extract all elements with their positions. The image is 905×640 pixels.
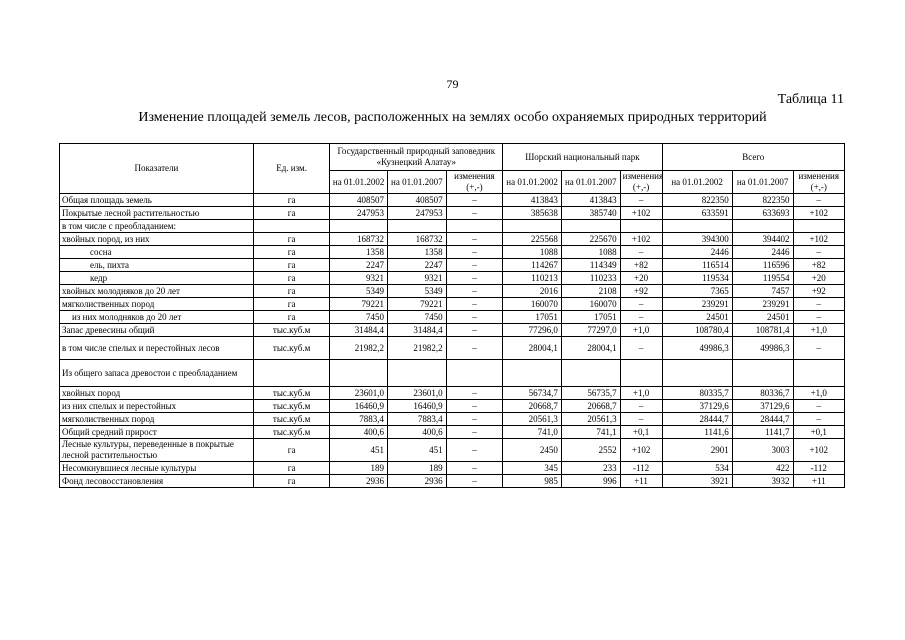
header-date-2002: на 01.01.2002 xyxy=(330,171,388,194)
value-cell: 119534 xyxy=(662,272,732,285)
value-cell: 408507 xyxy=(387,194,446,207)
table-row xyxy=(60,324,845,337)
row-label: Покрытые лесной растительностью xyxy=(60,207,254,220)
value-cell: 110213 xyxy=(503,272,562,285)
row-unit: тыс.куб.м xyxy=(253,337,329,360)
change-cell: +82 xyxy=(620,259,662,272)
table-row xyxy=(60,272,845,285)
header-date-2007: на 01.01.2007 xyxy=(732,171,793,194)
row-unit: га xyxy=(253,207,329,220)
header-date-2007: на 01.01.2007 xyxy=(561,171,620,194)
change-cell: – xyxy=(446,207,503,220)
change-cell: – xyxy=(793,298,845,311)
change-cell xyxy=(446,360,503,387)
row-unit: га xyxy=(253,246,329,259)
value-cell: 56735,7 xyxy=(561,387,620,400)
value-cell: 49986,3 xyxy=(662,337,732,360)
change-cell: +102 xyxy=(620,207,662,220)
value-cell: 28004,1 xyxy=(503,337,562,360)
value-cell: 116514 xyxy=(662,259,732,272)
value-cell: 451 xyxy=(387,439,446,462)
value-cell: 400,6 xyxy=(330,426,388,439)
value-cell: 31484,4 xyxy=(330,324,388,337)
value-cell: 5349 xyxy=(387,285,446,298)
value-cell: 1141,7 xyxy=(732,426,793,439)
table-label: Таблица 11 xyxy=(777,92,844,107)
value-cell: 80336,7 xyxy=(732,387,793,400)
value-cell: 28444,7 xyxy=(662,413,732,426)
change-cell xyxy=(793,220,845,233)
change-cell: +102 xyxy=(793,233,845,246)
header-group-total: Всего xyxy=(662,144,844,171)
row-label: сосна xyxy=(60,246,254,259)
header-unit: Ед. изм. xyxy=(253,144,329,194)
table-title: Изменение площадей земель лесов, расположенных на землях особо охраняемых природных территорий xyxy=(138,110,767,125)
table-row xyxy=(60,233,845,246)
change-cell: – xyxy=(446,426,503,439)
row-unit: га xyxy=(253,298,329,311)
value-cell: 21982,2 xyxy=(387,337,446,360)
table-row xyxy=(60,285,845,298)
change-cell: -112 xyxy=(620,462,662,475)
value-cell: 2450 xyxy=(503,439,562,462)
change-cell: – xyxy=(446,233,503,246)
row-label: хвойных молодняков до 20 лет xyxy=(60,285,254,298)
change-cell: +1,0 xyxy=(793,324,845,337)
change-cell: – xyxy=(446,324,503,337)
change-cell: – xyxy=(793,194,845,207)
header-group-reserve: Государственный природный заповедник «Кузнецкий Алатау» xyxy=(330,144,503,171)
table-row xyxy=(60,207,845,220)
table-row xyxy=(60,259,845,272)
change-cell: +20 xyxy=(793,272,845,285)
value-cell: 168732 xyxy=(387,233,446,246)
value-cell: 77297,0 xyxy=(561,324,620,337)
value-cell: 9321 xyxy=(387,272,446,285)
value-cell: 1358 xyxy=(387,246,446,259)
table-row xyxy=(60,462,845,475)
value-cell: 79221 xyxy=(330,298,388,311)
table-row xyxy=(60,298,845,311)
change-cell: – xyxy=(620,311,662,324)
value-cell: 77296,0 xyxy=(503,324,562,337)
row-label: Фонд лесовосстановления xyxy=(60,475,254,488)
row-unit xyxy=(253,360,329,387)
header-change: изменения (+,-) xyxy=(620,171,662,194)
change-cell xyxy=(446,220,503,233)
value-cell: 3932 xyxy=(732,475,793,488)
value-cell: 633693 xyxy=(732,207,793,220)
change-cell: +102 xyxy=(620,233,662,246)
change-cell: +1,0 xyxy=(793,387,845,400)
header-change: изменения (+,-) xyxy=(446,171,503,194)
change-cell: – xyxy=(793,246,845,259)
value-cell: 2936 xyxy=(330,475,388,488)
change-cell: – xyxy=(793,413,845,426)
value-cell: 119554 xyxy=(732,272,793,285)
value-cell: 247953 xyxy=(387,207,446,220)
row-label: Лесные культуры, переведенные в покрытые лесной растительностью xyxy=(60,439,254,462)
value-cell: 160070 xyxy=(503,298,562,311)
value-cell: 114349 xyxy=(561,259,620,272)
value-cell: 247953 xyxy=(330,207,388,220)
change-cell xyxy=(620,220,662,233)
value-cell: 23601,0 xyxy=(387,387,446,400)
change-cell: – xyxy=(620,298,662,311)
value-cell: 394402 xyxy=(732,233,793,246)
table-body xyxy=(60,194,845,488)
value-cell xyxy=(561,220,620,233)
value-cell: 2901 xyxy=(662,439,732,462)
value-cell: 822350 xyxy=(662,194,732,207)
value-cell: 996 xyxy=(561,475,620,488)
value-cell xyxy=(387,220,446,233)
value-cell: 3921 xyxy=(662,475,732,488)
header-date-2002: на 01.01.2002 xyxy=(662,171,732,194)
value-cell: 7450 xyxy=(387,311,446,324)
value-cell: 2552 xyxy=(561,439,620,462)
change-cell: – xyxy=(446,259,503,272)
row-unit: тыс.куб.м xyxy=(253,387,329,400)
change-cell: – xyxy=(446,285,503,298)
change-cell: +102 xyxy=(620,439,662,462)
table-row xyxy=(60,426,845,439)
table-row xyxy=(60,311,845,324)
value-cell: 225670 xyxy=(561,233,620,246)
table-row xyxy=(60,194,845,207)
value-cell: 385638 xyxy=(503,207,562,220)
row-label: хвойных пород xyxy=(60,387,254,400)
table-row xyxy=(60,387,845,400)
row-label: мягколиственных пород xyxy=(60,298,254,311)
value-cell: 741,0 xyxy=(503,426,562,439)
value-cell: 408507 xyxy=(330,194,388,207)
change-cell: – xyxy=(446,475,503,488)
value-cell: 108781,4 xyxy=(732,324,793,337)
value-cell xyxy=(387,360,446,387)
value-cell: 394300 xyxy=(662,233,732,246)
value-cell: 345 xyxy=(503,462,562,475)
row-unit: тыс.куб.м xyxy=(253,413,329,426)
value-cell: 741,1 xyxy=(561,426,620,439)
value-cell: 168732 xyxy=(330,233,388,246)
change-cell: +102 xyxy=(793,207,845,220)
value-cell: 985 xyxy=(503,475,562,488)
value-cell: 2247 xyxy=(387,259,446,272)
value-cell: 9321 xyxy=(330,272,388,285)
change-cell: +11 xyxy=(620,475,662,488)
change-cell: – xyxy=(620,337,662,360)
change-cell: +0,1 xyxy=(620,426,662,439)
value-cell: 385740 xyxy=(561,207,620,220)
forest-area-table xyxy=(59,143,845,488)
change-cell: +92 xyxy=(620,285,662,298)
value-cell: 1141,6 xyxy=(662,426,732,439)
change-cell: +102 xyxy=(793,439,845,462)
header-date-2002: на 01.01.2002 xyxy=(503,171,562,194)
row-unit: га xyxy=(253,311,329,324)
value-cell: 7457 xyxy=(732,285,793,298)
value-cell xyxy=(503,360,562,387)
value-cell: 108780,4 xyxy=(662,324,732,337)
value-cell xyxy=(561,360,620,387)
value-cell: 37129,6 xyxy=(662,400,732,413)
value-cell: 79221 xyxy=(387,298,446,311)
change-cell: -112 xyxy=(793,462,845,475)
value-cell: 2936 xyxy=(387,475,446,488)
value-cell: 17051 xyxy=(503,311,562,324)
change-cell: +82 xyxy=(793,259,845,272)
value-cell: 534 xyxy=(662,462,732,475)
value-cell: 2016 xyxy=(503,285,562,298)
value-cell: 189 xyxy=(330,462,388,475)
value-cell: 7883,4 xyxy=(330,413,388,426)
value-cell xyxy=(662,220,732,233)
value-cell: 7450 xyxy=(330,311,388,324)
header-indicators: Показатели xyxy=(60,144,254,194)
value-cell: 20668,7 xyxy=(503,400,562,413)
value-cell xyxy=(330,220,388,233)
row-unit: га xyxy=(253,259,329,272)
value-cell xyxy=(732,220,793,233)
row-label: Общая площадь земель xyxy=(60,194,254,207)
row-label: Из общего запаса древостои с преобладанием xyxy=(60,360,254,387)
row-unit: га xyxy=(253,194,329,207)
row-label: в том числе спелых и перестойных лесов xyxy=(60,337,254,360)
value-cell: 24501 xyxy=(662,311,732,324)
change-cell: – xyxy=(620,413,662,426)
row-label: ель, пихта xyxy=(60,259,254,272)
change-cell: – xyxy=(446,272,503,285)
value-cell: 633591 xyxy=(662,207,732,220)
value-cell: 24501 xyxy=(732,311,793,324)
change-cell: – xyxy=(620,194,662,207)
row-label: Общий средний прирост xyxy=(60,426,254,439)
table-row xyxy=(60,246,845,259)
value-cell: 413843 xyxy=(561,194,620,207)
change-cell: – xyxy=(446,337,503,360)
row-label: в том числе с преобладанием: xyxy=(60,220,254,233)
row-label: из них спелых и перестойных xyxy=(60,400,254,413)
header-date-2007: на 01.01.2007 xyxy=(387,171,446,194)
table-row xyxy=(60,413,845,426)
value-cell: 3003 xyxy=(732,439,793,462)
table-row xyxy=(60,360,845,387)
value-cell xyxy=(732,360,793,387)
row-label: Несомкнувшиеся лесные культуры xyxy=(60,462,254,475)
value-cell: 7365 xyxy=(662,285,732,298)
value-cell: 5349 xyxy=(330,285,388,298)
value-cell: 16460,9 xyxy=(330,400,388,413)
value-cell: 116596 xyxy=(732,259,793,272)
value-cell: 1088 xyxy=(561,246,620,259)
row-unit: тыс.куб.м xyxy=(253,324,329,337)
change-cell: +1,0 xyxy=(620,324,662,337)
change-cell: – xyxy=(446,400,503,413)
change-cell: – xyxy=(446,311,503,324)
value-cell xyxy=(662,360,732,387)
row-unit: га xyxy=(253,439,329,462)
change-cell: +0,1 xyxy=(793,426,845,439)
change-cell: – xyxy=(446,439,503,462)
value-cell: 822350 xyxy=(732,194,793,207)
value-cell: 23601,0 xyxy=(330,387,388,400)
value-cell xyxy=(330,360,388,387)
value-cell: 225568 xyxy=(503,233,562,246)
value-cell: 80335,7 xyxy=(662,387,732,400)
value-cell: 7883,4 xyxy=(387,413,446,426)
row-unit: га xyxy=(253,285,329,298)
row-unit: га xyxy=(253,233,329,246)
change-cell: – xyxy=(446,387,503,400)
row-label: кедр xyxy=(60,272,254,285)
page-number: 79 xyxy=(446,77,459,91)
value-cell: 16460,9 xyxy=(387,400,446,413)
value-cell: 20561,3 xyxy=(503,413,562,426)
value-cell: 160070 xyxy=(561,298,620,311)
value-cell: 20668,7 xyxy=(561,400,620,413)
value-cell: 2446 xyxy=(662,246,732,259)
change-cell: – xyxy=(793,337,845,360)
change-cell: +1,0 xyxy=(620,387,662,400)
value-cell: 28444,7 xyxy=(732,413,793,426)
value-cell: 21982,2 xyxy=(330,337,388,360)
value-cell: 56734,7 xyxy=(503,387,562,400)
value-cell: 28004,1 xyxy=(561,337,620,360)
value-cell: 49986,3 xyxy=(732,337,793,360)
value-cell: 239291 xyxy=(662,298,732,311)
change-cell xyxy=(793,360,845,387)
value-cell: 2108 xyxy=(561,285,620,298)
value-cell: 422 xyxy=(732,462,793,475)
change-cell: – xyxy=(620,246,662,259)
change-cell: +92 xyxy=(793,285,845,298)
row-label: мягколиственных пород xyxy=(60,413,254,426)
value-cell: 451 xyxy=(330,439,388,462)
value-cell: 1088 xyxy=(503,246,562,259)
table-row xyxy=(60,220,845,233)
table-row xyxy=(60,400,845,413)
value-cell: 17051 xyxy=(561,311,620,324)
header-group-park: Шорский национальный парк xyxy=(503,144,662,171)
table-row xyxy=(60,439,845,462)
value-cell: 37129,6 xyxy=(732,400,793,413)
value-cell: 233 xyxy=(561,462,620,475)
value-cell: 114267 xyxy=(503,259,562,272)
change-cell: – xyxy=(446,246,503,259)
row-unit xyxy=(253,220,329,233)
change-cell: – xyxy=(446,298,503,311)
value-cell: 400,6 xyxy=(387,426,446,439)
value-cell: 110233 xyxy=(561,272,620,285)
value-cell: 31484,4 xyxy=(387,324,446,337)
value-cell: 413843 xyxy=(503,194,562,207)
change-cell: +11 xyxy=(793,475,845,488)
table-row xyxy=(60,337,845,360)
row-unit: га xyxy=(253,462,329,475)
row-label: из них молодняков до 20 лет xyxy=(60,311,254,324)
row-label: Запас древесины общий xyxy=(60,324,254,337)
value-cell xyxy=(503,220,562,233)
change-cell: – xyxy=(793,311,845,324)
row-unit: га xyxy=(253,475,329,488)
value-cell: 1358 xyxy=(330,246,388,259)
row-unit: тыс.куб.м xyxy=(253,400,329,413)
change-cell: +20 xyxy=(620,272,662,285)
change-cell: – xyxy=(446,194,503,207)
change-cell: – xyxy=(446,462,503,475)
value-cell: 189 xyxy=(387,462,446,475)
header-change: изменения (+,-) xyxy=(793,171,845,194)
change-cell: – xyxy=(620,400,662,413)
row-label: хвойных пород, из них xyxy=(60,233,254,246)
value-cell: 20561,3 xyxy=(561,413,620,426)
value-cell: 239291 xyxy=(732,298,793,311)
change-cell xyxy=(620,360,662,387)
row-unit: тыс.куб.м xyxy=(253,426,329,439)
change-cell: – xyxy=(446,413,503,426)
value-cell: 2247 xyxy=(330,259,388,272)
change-cell: – xyxy=(793,400,845,413)
row-unit: га xyxy=(253,272,329,285)
value-cell: 2446 xyxy=(732,246,793,259)
table-row xyxy=(60,475,845,488)
